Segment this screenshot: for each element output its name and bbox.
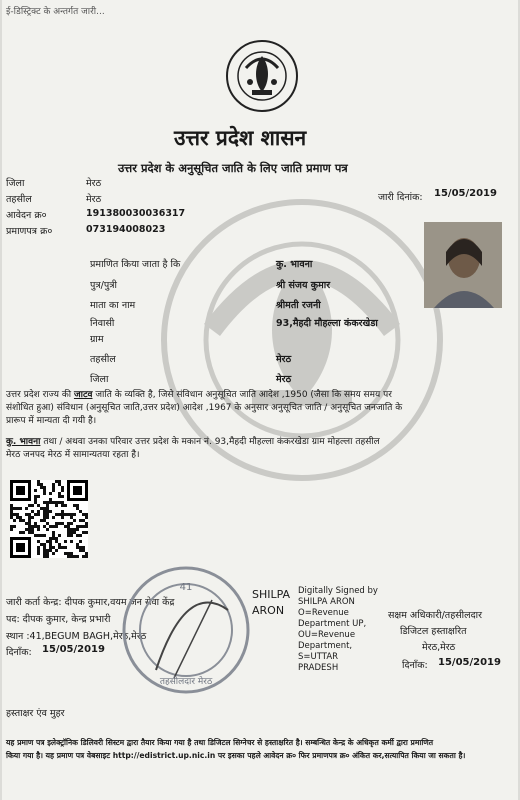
application-number: 191380030036317: [86, 208, 186, 219]
digital-signature-line: Department,: [298, 641, 353, 651]
residence-label: निवासी: [90, 318, 115, 329]
tehsildar-seal: [116, 560, 256, 700]
issuer-date: 15/05/2019: [42, 644, 105, 655]
district-label: जिला: [6, 178, 25, 189]
footer-line-2: किया गया है। यह प्रमाण पत्र वेबसाइट http://edistrict.up.nic.in पर इसका पहले आवेदन क्र० फिर प्रमाणपत्र क्र० अंकित कर,सत्यापित किया जा सकता है।: [6, 751, 466, 760]
certificate-page: [2, 0, 518, 800]
issuer-heading: उत्तर प्रदेश शासन: [174, 126, 307, 150]
para2-name: कु. भावना: [6, 437, 41, 447]
mother-label: माता का नाम: [90, 300, 136, 311]
tehsil-value: मेरठ: [86, 194, 102, 205]
application-label: आवेदन क्र०: [6, 210, 47, 221]
signer-name-line1: SHILPA: [252, 588, 291, 601]
parent-label: पुत्र/पुत्री: [90, 280, 117, 291]
signer-name-line2: ARON: [252, 604, 285, 617]
village-label: ग्राम: [90, 334, 104, 345]
certificate-title: उत्तर प्रदेश के अनुसूचित जाति के लिए जाति प्रमाण पत्र: [118, 161, 348, 175]
footer-line-1: यह प्रमाण पत्र इलेक्ट्रॉनिक डिलिवरी सिस्टम द्वारा तैयार किया गया है तथा डिजिटल सिग्नेचर से हस्ताक्षरित है। सम्बन्धित केन्द्र के अधिकृत कर्मी द्वारा प्रमाणित: [6, 738, 434, 747]
para2-text-b: मेरठ जनपद मेरठ में सामान्यतया रहता है।: [6, 450, 140, 460]
digital-signature-line: O=Revenue: [298, 608, 349, 618]
authority-digital-signed: डिजिटल हस्ताक्षरित: [400, 626, 467, 637]
top-note: ई-डिस्ट्रिक्ट के अन्तर्गत जारी...: [6, 7, 105, 17]
detail-tehsil-value: मेरठ: [276, 354, 292, 365]
applicant-photo: [424, 222, 502, 308]
issuer-location: स्थान :41,BEGUM BAGH,मेरठ,मेरठ: [6, 631, 147, 642]
detail-district-label: जिला: [90, 374, 109, 385]
tehsil-label: तहसील: [6, 194, 32, 205]
para2-text-a: तथा / अथवा उनका परिवार उत्तर प्रदेश के मकान नं. 93,मैहदी मौहल्ला कंकरखेडा ग्राम मोहल्ला तहसील: [43, 437, 380, 447]
mother-name: श्रीमती रजनी: [276, 300, 321, 311]
para-text-c: संशोधित हुआ) संविधान (अनुसूचित जाति,उत्तर प्रदेश) आदेश ,1967 के अनुसार अनुसूचित जाति / अनुसूचित जनजाति के: [6, 403, 403, 413]
up-emblem-icon: [224, 38, 300, 114]
digital-signature-line: OU=Revenue: [298, 630, 356, 640]
applicant-name: कु. भावना: [276, 259, 313, 270]
para-text-a: उत्तर प्रदेश राज्य की: [6, 390, 72, 400]
digital-signature-line: SHILPA ARON: [298, 597, 355, 607]
authority-date: 15/05/2019: [438, 657, 501, 668]
detail-district-value: मेरठ: [276, 374, 292, 385]
residence-paragraph: [6, 436, 506, 462]
digital-signature-line: Department UP,: [298, 619, 367, 629]
issue-date: 15/05/2019: [434, 188, 497, 199]
para-text-d: प्रारूप में मान्यता दी गयी है।: [6, 416, 97, 426]
seal-number: 41: [179, 582, 193, 593]
certify-label: प्रमाणित किया जाता है कि: [90, 259, 181, 270]
issuer-designation: पद: दीपक कुमार, केन्द्र प्रभारी: [6, 614, 111, 625]
digital-signature-line: S=UTTAR: [298, 652, 339, 662]
signature-and-seal-label: हस्ताक्षर एंव मुहर: [6, 708, 65, 719]
authority-place: मेरठ,मेरठ: [422, 642, 456, 653]
parent-name: श्री संजय कुमार: [276, 280, 331, 291]
digital-signature-line: PRADESH: [298, 663, 339, 673]
authority-date-label: दिनाँक:: [402, 660, 428, 671]
para-text-b: जाति के व्यक्ति है, जिसे संविधान अनुसूचित जाति आदेश ,1950 (जैसा कि समय समय पर: [95, 390, 392, 400]
issuer-date-label: दिनाँक:: [6, 647, 32, 658]
authority-title: सक्षम अधिकारी/तहसीलदार: [388, 610, 482, 621]
qr-code: [10, 480, 88, 558]
digital-signature-block: [298, 586, 378, 674]
district-value: मेरठ: [86, 178, 102, 189]
digital-signature-line: Digitally Signed by: [298, 586, 378, 596]
issuing-center: जारी कर्ता केन्द्र: दीपक कुमार,वयम जन सेवा केंद्र: [6, 597, 175, 608]
caste-name: जाटव: [73, 390, 93, 400]
certificate-number-label: प्रमाणपत्र क्र०: [6, 226, 53, 237]
caste-paragraph: [6, 389, 506, 428]
residence-value: 93,मैहदी मौहल्ला कंकरखेडा: [276, 318, 378, 329]
certificate-number: 073194008023: [86, 224, 166, 235]
issue-date-label: जारी दिनांक:: [378, 192, 423, 203]
detail-tehsil-label: तहसील: [90, 354, 116, 365]
seal-text: तहसीलदार मेरठ: [159, 677, 213, 687]
footer-note: [6, 736, 516, 762]
